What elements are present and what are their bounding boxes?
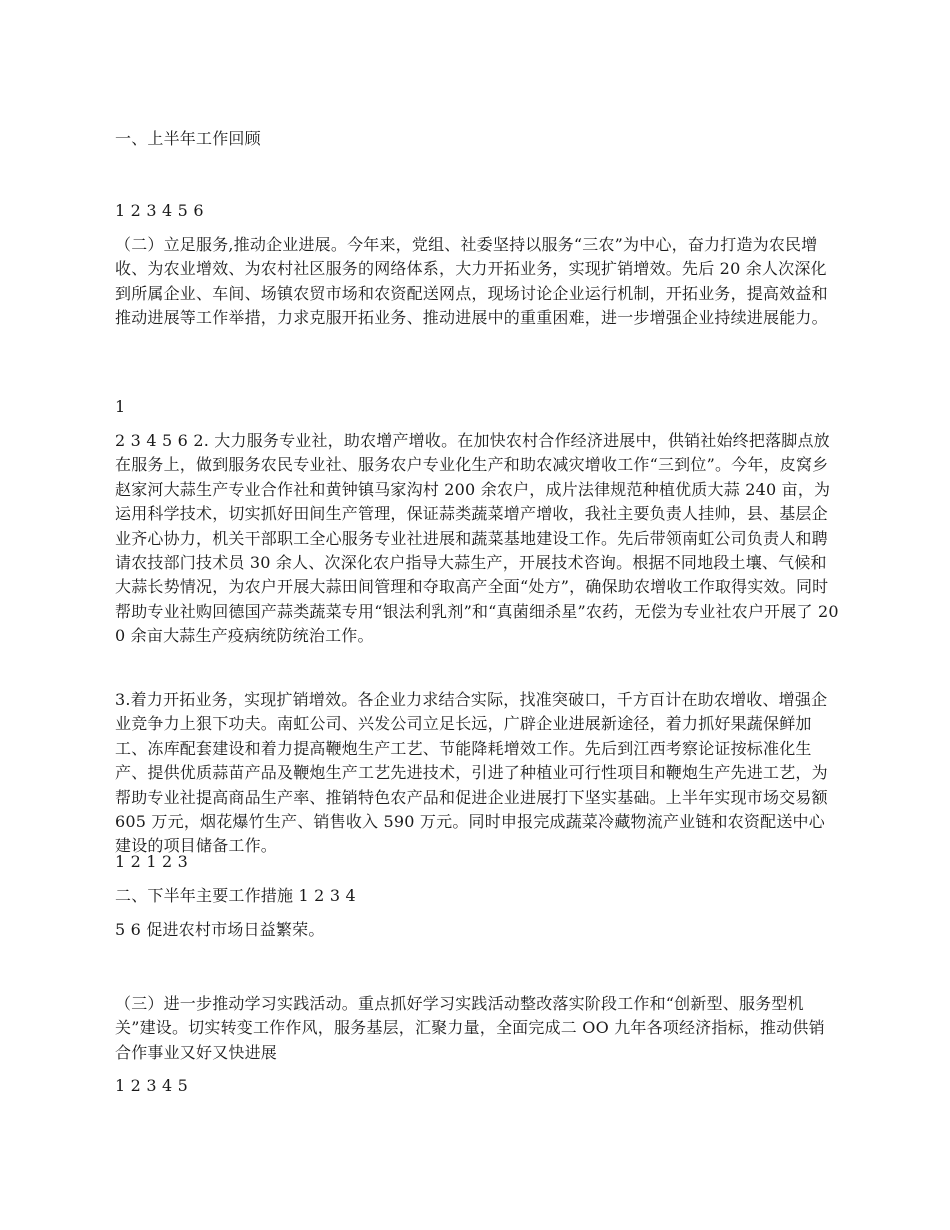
paragraph-business-expansion: 3.着力开拓业务，实现扩销增效。各企业力求结合实际，找准突破口，千方百计在助农增收、增强企业竞争力上狠下功夫。南虹公司、兴发公司立足长远，广辟企业进展新途径，着力抓好果蔬保鲜加工、冻库配套建设和着力提高鞭炮生产工艺、节能降耗增效工作。先后到江西考察论证按标准化生产、提供优质蒜苗产品及鞭炮生产工艺先进技术，引进了种植业可行性项目和鞭炮生产先进工艺，为帮助专业社提高商品生产率、推销特色农产品和促进企业进展打下坚实基础。上半年实现市场交易额 605 万元，烟花爆竹生产、销售收入 590 万元。同时申报完成蔬菜冷藏物流产业链和农资配送中心建设的项目储备工作。 [115, 690, 828, 856]
section-heading-second-half-measures: 二、下半年主要工作措施 1 2 3 4 [115, 886, 356, 905]
section-heading-first-half-review: 一、上半年工作回顾 [115, 129, 261, 148]
number-sequence: 1 2 1 2 3 [115, 852, 189, 871]
number-marker: 1 [115, 397, 126, 416]
paragraph-service-promotion: （二）立足服务,推动企业进展。今年来，党组、社委坚持以服务“三农”为中心，奋力打造为农民增收、为农业增效、为农村社区服务的网络体系，大力开拓业务，实现扩销增效。先后 20 余人次深化到所属企业、车间、场镇农贸市场和农资配送网点，现场讨论企业运行机制，开拓业务，提高效益和推动进展等工作举措，力求克服开拓业务、推动进展中的重重困难，进一步增强企业持续进展能力。 [115, 235, 828, 328]
paragraph-learning-practice: （三）进一步推动学习实践活动。重点抓好学习实践活动整改落实阶段工作和“创新型、服务型机关”建设。切实转变工作作风，服务基层，汇聚力量，全面完成二 OO 九年各项经济指标，推动供销合作事业又好又快进展 [115, 994, 825, 1062]
number-sequence: 1 2 3 4 5 6 [115, 201, 204, 220]
paragraph-rural-market: 5 6 促进农村市场日益繁荣。 [115, 920, 325, 939]
number-sequence: 1 2 3 4 5 [115, 1076, 189, 1095]
paragraph-cooperative-service: 2 3 4 5 6 2. 大力服务专业社，助农增产增收。在加快农村合作经济进展中，供销社始终把落脚点放在服务上，做到服务农民专业社、服务农户专业化生产和助农减灾增收工作“三到位”。今年，皮窝乡赵家河大蒜生产专业合作社和黄钟镇马家沟村 200 余农户，成片法律规范种植优质大蒜 240 亩，为运用科学技术，切实抓好田间生产管理，保证蒜类蔬菜增产增收，我社主要负责人挂帅，县、基层企业齐心协力，机关干部职工全心服务专业社进展和蔬菜基地建设工作。先后带领南虹公司负责人和聘请农技部门技术员 30 余人、次深化农户指导大蒜生产，开展技术咨询。根据不同地段土壤、气候和大蒜长势情况，为农户开展大蒜田间管理和夺取高产全面“处方”，确保助农增收工作取得实效。同时帮助专业社购回德国产蒜类蔬菜专用“银法利乳剂”和“真菌细杀星”农药，无偿为专业社农户开展了 200 余亩大蒜生产疫病统防统治工作。 [115, 431, 839, 646]
